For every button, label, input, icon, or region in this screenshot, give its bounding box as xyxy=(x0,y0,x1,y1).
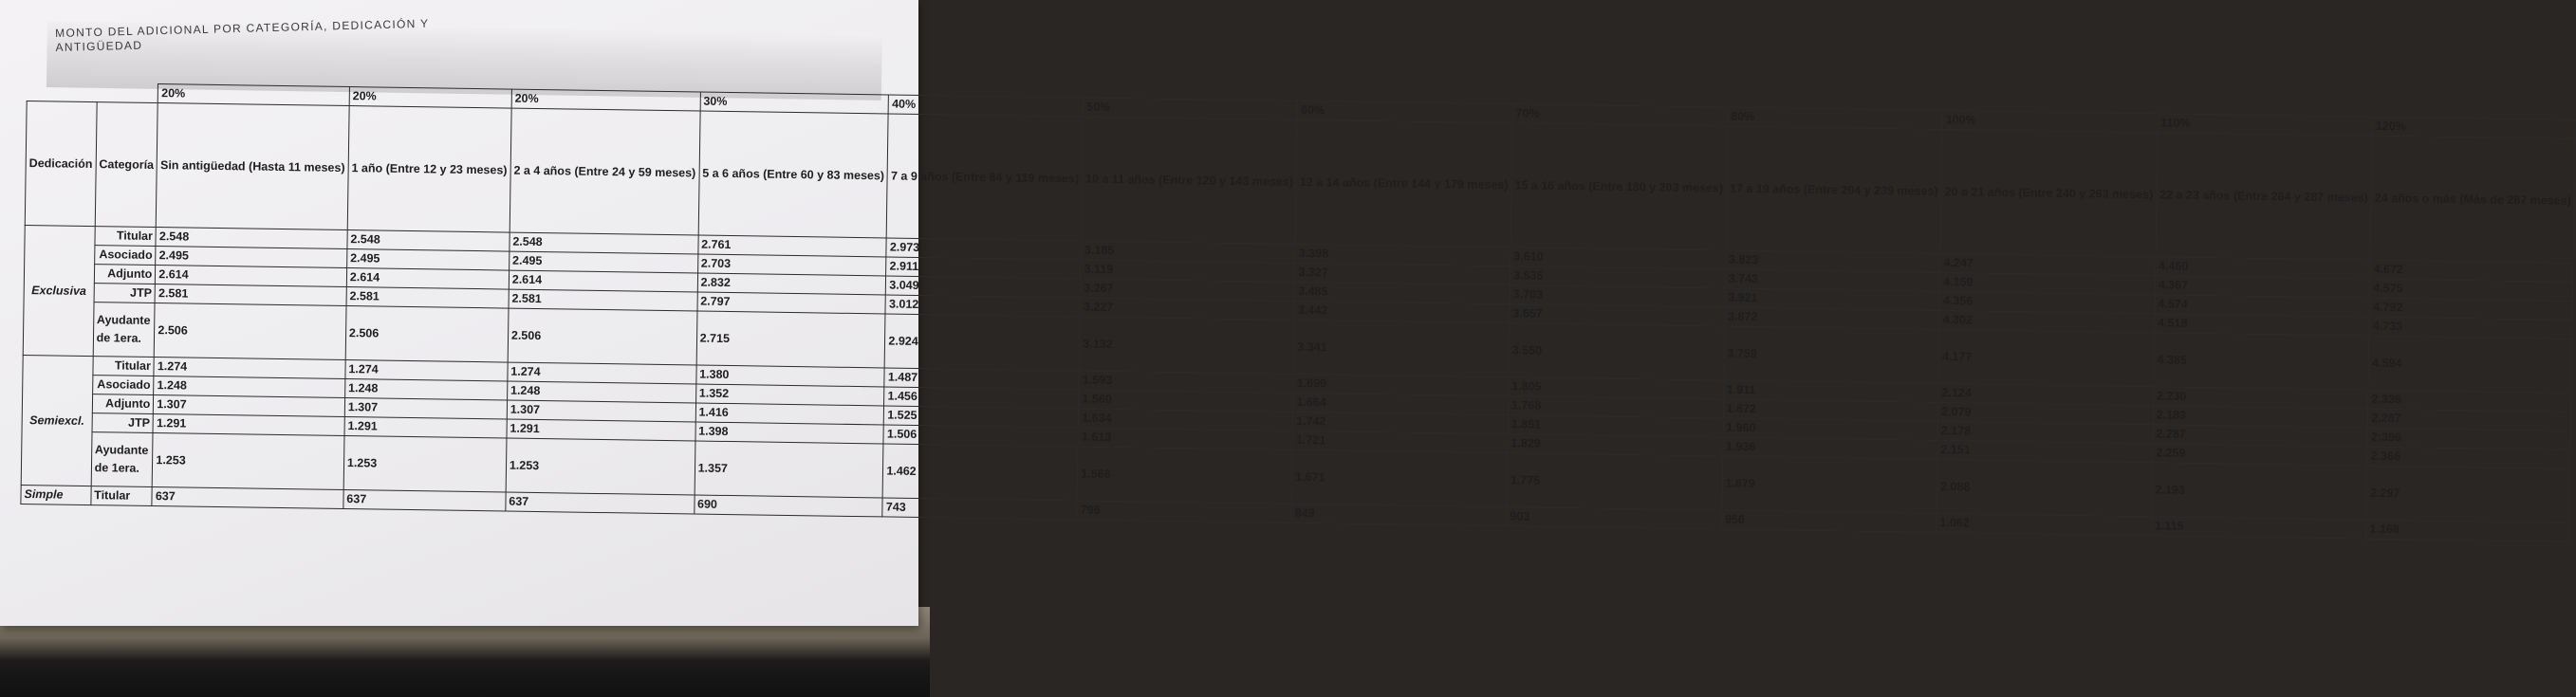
amount-cell: 4.247 xyxy=(1940,253,2156,275)
percent-header: 60% xyxy=(1297,101,1512,122)
amount-cell: 2.911 xyxy=(886,257,1081,279)
amount-cell: 3.921 xyxy=(1725,288,1940,310)
percent-header: 120% xyxy=(2372,117,2575,138)
amount-cell: 2.715 xyxy=(696,311,886,368)
amount-cell: 3.703 xyxy=(1510,285,1725,307)
antiguedad-header: 10 a 11 años (Entre 120 y 143 meses) xyxy=(1082,117,1298,244)
percent-header: 110% xyxy=(2158,114,2373,136)
amount-cell: 2.124 xyxy=(1938,383,2154,405)
amount-cell: 2.287 xyxy=(2368,409,2571,431)
percent-header: 20% xyxy=(511,89,700,111)
amount-cell: 3.049 xyxy=(886,276,1081,298)
amount-cell: 2.178 xyxy=(1937,421,2153,443)
amount-cell: 2.703 xyxy=(697,254,886,276)
categoria-cell: Titular xyxy=(91,486,153,506)
categoria-cell: Titular xyxy=(95,227,157,247)
amount-cell: 3.227 xyxy=(1080,298,1294,320)
header-dedicacion: Dedicación xyxy=(25,101,97,227)
amount-cell: 1.936 xyxy=(1722,437,1937,459)
percent-header: 30% xyxy=(700,92,889,114)
amount-cell: 4.356 xyxy=(1939,291,2155,313)
amount-cell: 1.307 xyxy=(154,395,345,417)
amount-cell: 2.336 xyxy=(2368,390,2571,412)
amount-cell: 2.614 xyxy=(346,268,509,290)
amount-cell: 4.672 xyxy=(2370,260,2573,282)
amount-cell: 1.742 xyxy=(1293,412,1509,433)
amount-cell: 2.581 xyxy=(346,287,509,309)
amount-cell: 1.560 xyxy=(1079,390,1293,412)
amount-cell: 3.485 xyxy=(1295,282,1510,303)
antiguedad-header: 12 a 14 años (Entre 144 y 179 meses) xyxy=(1295,119,1512,247)
percent-header: 70% xyxy=(1512,104,1728,126)
amount-cell: 1.456 xyxy=(884,387,1079,409)
antiguedad-header: Sin antigüedad (Hasta 11 meses) xyxy=(157,103,349,230)
amount-cell: 1.274 xyxy=(154,358,345,379)
amount-cell: 1.566 xyxy=(1078,447,1293,504)
amount-cell: 1.851 xyxy=(1508,415,1723,437)
amount-cell: 2.761 xyxy=(698,235,887,257)
amount-cell: 3.267 xyxy=(1081,279,1295,301)
amount-cell: 2.581 xyxy=(509,289,697,311)
amount-cell: 4.733 xyxy=(2369,317,2572,339)
amount-cell: 3.398 xyxy=(1295,244,1510,266)
categoria-cell: Adjunto xyxy=(94,265,156,284)
amount-cell: 637 xyxy=(152,487,343,509)
amount-cell: 3.442 xyxy=(1294,301,1510,322)
amount-cell: 2.506 xyxy=(345,306,509,363)
amount-cell: 2.548 xyxy=(510,232,698,254)
amount-cell: 1.248 xyxy=(344,379,507,401)
categoria-cell: Titular xyxy=(93,357,155,376)
table-container xyxy=(20,82,2576,542)
amount-cell: 1.879 xyxy=(1722,456,1937,513)
amount-cell: 1.380 xyxy=(695,365,884,387)
amount-cell: 4.367 xyxy=(2155,276,2370,298)
amount-cell: 2.287 xyxy=(2153,425,2368,447)
percent-header: 50% xyxy=(1084,98,1298,119)
amount-cell: 956 xyxy=(1721,510,1937,532)
amount-cell: 3.759 xyxy=(1724,326,1939,383)
amount-cell: 1.291 xyxy=(344,417,507,439)
amount-cell: 2.614 xyxy=(509,270,697,292)
amount-cell: 2.495 xyxy=(509,251,697,273)
amount-cell: 2.495 xyxy=(156,247,347,268)
amount-cell: 2.193 xyxy=(2152,463,2367,520)
amount-cell: 1.274 xyxy=(345,360,508,382)
amount-cell: 1.274 xyxy=(508,362,696,384)
amount-cell: 1.960 xyxy=(1723,418,1938,440)
amount-cell: 2.079 xyxy=(1938,402,2154,424)
amount-cell: 1.721 xyxy=(1292,431,1508,452)
amount-cell: 1.775 xyxy=(1507,453,1722,510)
amount-cell: 3.119 xyxy=(1081,260,1295,282)
amount-cell: 1.248 xyxy=(154,376,345,398)
amount-cell: 1.352 xyxy=(695,384,884,406)
amount-cell: 1.253 xyxy=(343,436,507,493)
percent-header: 80% xyxy=(1728,107,1943,129)
amount-cell: 2.506 xyxy=(508,308,697,365)
amount-cell: 2.088 xyxy=(1937,459,2152,516)
amount-cell: 2.151 xyxy=(1937,440,2153,462)
amount-cell: 849 xyxy=(1291,504,1507,525)
amount-cell: 4.460 xyxy=(2155,257,2370,279)
amount-cell: 1.671 xyxy=(1291,449,1507,506)
amount-cell: 2.183 xyxy=(2153,406,2368,428)
amount-cell: 796 xyxy=(1077,501,1291,523)
amount-cell: 3.872 xyxy=(1724,307,1939,329)
amount-cell: 3.657 xyxy=(1510,304,1725,326)
amount-cell: 1.253 xyxy=(506,438,695,495)
amount-cell: 903 xyxy=(1507,507,1722,529)
categoria-cell: JTP xyxy=(94,284,156,303)
amount-cell: 4.575 xyxy=(2370,279,2573,301)
dedicacion-cell: Simple xyxy=(21,485,91,504)
antiguedad-header: 17 a 19 años (Entre 204 y 239 meses) xyxy=(1726,126,1943,253)
amount-cell: 637 xyxy=(506,492,695,514)
amount-cell: 1.248 xyxy=(507,381,695,403)
percent-header: 20% xyxy=(158,84,350,106)
amount-cell: 2.797 xyxy=(697,292,886,314)
amount-cell: 2.230 xyxy=(2153,387,2368,409)
header-categoria: Categoría xyxy=(95,102,158,228)
amount-cell: 3.132 xyxy=(1080,317,1295,374)
amount-cell: 4.385 xyxy=(2154,333,2369,390)
amount-cell: 1.062 xyxy=(1937,513,2152,535)
amount-cell: 1.357 xyxy=(695,441,884,498)
amount-cell: 2.924 xyxy=(885,314,1081,371)
amount-cell: 1.664 xyxy=(1293,393,1509,414)
percent-header: 100% xyxy=(1942,110,2158,132)
antiguedad-header: 5 a 6 años (Entre 60 y 83 meses) xyxy=(698,111,889,238)
categoria-cell: Adjunto xyxy=(92,394,154,414)
amount-cell: 3.743 xyxy=(1725,269,1940,291)
amount-cell: 2.297 xyxy=(2366,466,2570,523)
amount-cell: 2.495 xyxy=(346,249,509,271)
amount-cell: 3.012 xyxy=(885,295,1080,317)
amount-cell: 3.185 xyxy=(1081,241,1295,263)
amount-cell: 1.307 xyxy=(507,400,695,422)
amount-cell: 1.398 xyxy=(695,422,884,444)
antiguedad-header: 1 año (Entre 12 y 23 meses) xyxy=(347,106,511,233)
amount-cell: 1.699 xyxy=(1293,374,1509,395)
amount-cell: 637 xyxy=(343,490,506,512)
amount-cell: 4.302 xyxy=(1939,310,2155,332)
amount-cell: 1.291 xyxy=(507,419,695,441)
amount-cell: 1.506 xyxy=(883,425,1078,447)
amount-cell: 1.462 xyxy=(882,444,1078,501)
amount-cell: 2.506 xyxy=(155,303,346,360)
antiguedad-header: 24 años o más (Más de 287 meses) xyxy=(2370,136,2575,263)
amount-cell: 4.574 xyxy=(2155,295,2370,317)
amount-cell: 4.792 xyxy=(2369,298,2572,320)
amount-cell: 3.535 xyxy=(1510,266,1725,288)
amount-cell: 2.366 xyxy=(2367,447,2570,468)
amount-cell: 3.341 xyxy=(1293,320,1509,376)
amount-cell: 2.832 xyxy=(697,273,886,295)
amount-cell: 2.548 xyxy=(156,228,347,249)
amount-cell: 2.614 xyxy=(156,266,347,287)
amount-cell: 3.610 xyxy=(1510,248,1726,269)
categoria-cell: Ayudante de 1era. xyxy=(91,432,153,487)
amount-cell: 2:396 xyxy=(2367,428,2570,449)
amount-cell: 1.416 xyxy=(695,403,884,425)
amount-cell: 690 xyxy=(694,495,882,517)
amount-cell: 3.823 xyxy=(1725,250,1940,272)
amount-cell: 2.259 xyxy=(2153,444,2368,466)
amount-cell: 1.525 xyxy=(884,406,1079,428)
amount-cell: 1.911 xyxy=(1723,380,1938,402)
amount-cell: 3.327 xyxy=(1295,263,1510,284)
amount-cell: 1.634 xyxy=(1079,409,1293,431)
dedicacion-cell: Semiexcl. xyxy=(21,355,93,486)
amount-cell: 4.594 xyxy=(2368,336,2572,393)
antiguedad-header: 22 a 23 años (Entre 264 y 287 meses) xyxy=(2156,133,2373,260)
amount-cell: 2.973 xyxy=(886,238,1081,260)
amount-cell: 2.548 xyxy=(347,230,510,252)
amount-cell: 4.159 xyxy=(1940,272,2156,294)
percent-header: 20% xyxy=(349,87,511,109)
amount-cell: 1.253 xyxy=(153,433,344,490)
amount-cell: 3.550 xyxy=(1509,323,1724,380)
antiguedad-header: 7 a 9 años (Entre 84 y 119 meses) xyxy=(887,114,1084,241)
amount-cell: 1.613 xyxy=(1078,428,1292,449)
table-body xyxy=(21,225,2573,541)
categoria-cell: Asociado xyxy=(92,376,154,395)
amount-cell: 1.768 xyxy=(1508,396,1723,418)
amount-cell: 1.487 xyxy=(884,368,1079,390)
dedicacion-cell: Exclusiva xyxy=(23,225,95,356)
amount-cell: 4.518 xyxy=(2155,314,2370,336)
categoria-cell: Ayudante de 1era. xyxy=(93,303,155,358)
amount-cell: 2.581 xyxy=(155,284,346,306)
antiguedad-header: 15 a 16 años (Entre 180 y 203 meses) xyxy=(1510,123,1728,250)
amount-cell: 1.115 xyxy=(2151,517,2366,539)
categoria-cell: JTP xyxy=(92,413,154,433)
categoria-cell: Asociado xyxy=(94,246,156,266)
amount-cell: 1.829 xyxy=(1508,434,1723,456)
antiguedad-header: 20 a 21 años (Entre 240 y 263 meses) xyxy=(1940,129,2158,256)
antiguedad-header: 2 a 4 años (Entre 24 y 59 meses) xyxy=(510,108,700,235)
amount-cell: 1.307 xyxy=(344,398,507,420)
amount-cell: 1.291 xyxy=(153,414,344,436)
amount-cell: 1.168 xyxy=(2366,520,2569,541)
adicional-table xyxy=(20,82,2576,542)
amount-cell: 4.177 xyxy=(1938,329,2154,386)
percent-header: 40% xyxy=(889,95,1084,117)
amount-cell: 1.593 xyxy=(1079,371,1293,393)
amount-cell: 1.805 xyxy=(1509,377,1724,399)
header-corner xyxy=(27,83,158,103)
document-title: MONTO DEL ADICIONAL POR CATEGORÍA, DEDICACIÓN Y ANTIGÜEDAD xyxy=(55,16,430,54)
amount-cell: 1.872 xyxy=(1723,399,1938,421)
amount-cell: 743 xyxy=(882,498,1077,520)
